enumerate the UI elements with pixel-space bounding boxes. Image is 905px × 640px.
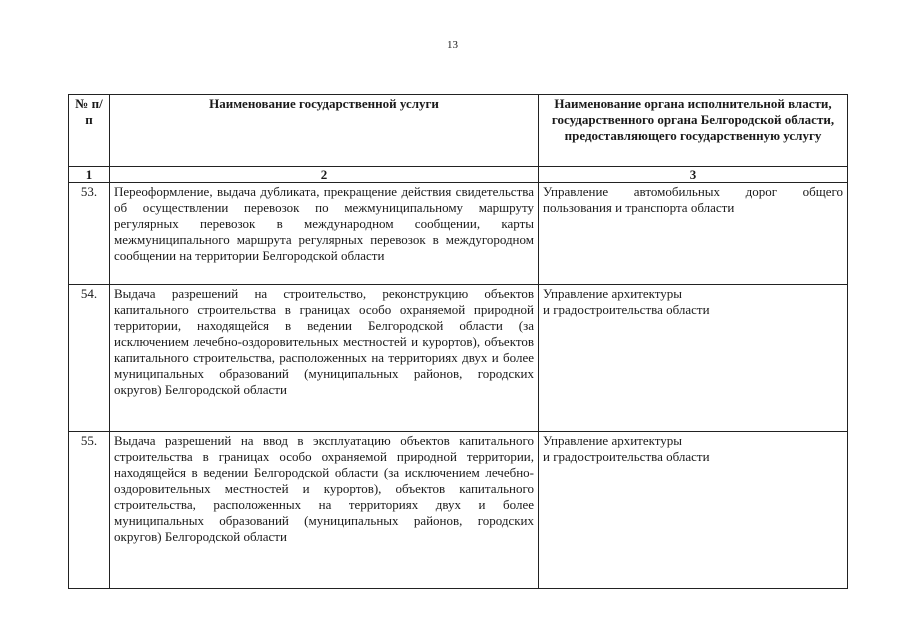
header-num: № п/п (69, 95, 110, 167)
authority-name: Управление автомобильных дорог общего пользования и транспорта области (539, 183, 848, 285)
table-row (69, 432, 848, 589)
service-name: Выдача разрешений на строительство, реконструкцию объектов капитального строительства в границах особо охраняемой природной территории, находящейся в ведении Белгородской области (за исключением лечебно-оздоровительных местностей и курортов), объектов капитального строительства, расположенных на территориях двух и более муниципальных образований (муниципальных районов, городских округов) Белгородской области (110, 285, 539, 432)
service-name: Переоформление, выдача дубликата, прекращение действия свидетельства об осуществлении перевозок по межмуниципальному маршруту регулярных перевозок в международном сообщении, карты межмуниципального маршрута регулярных перевозок в междугородном сообщении на территории Белгородской области (110, 183, 539, 285)
services-table (68, 94, 848, 589)
row-number: 53. (69, 183, 110, 285)
column-index: 2 (110, 167, 539, 183)
authority-name (539, 432, 848, 589)
table-row (69, 285, 848, 432)
table-row (69, 183, 848, 285)
authority-line: Управление архитектуры (543, 433, 683, 448)
authority-line: и градостроительства области (543, 449, 710, 464)
page-number: 13 (447, 39, 458, 51)
table-header-row (69, 95, 848, 167)
header-service: Наименование государственной услуги (110, 95, 539, 167)
column-index: 1 (69, 167, 110, 183)
service-name: Выдача разрешений на ввод в эксплуатацию объектов капитального строительства в границах особо охраняемой природной территории, находящейся в ведении Белгородской области (за исключением лечебно-оздоровительных местностей и курортов), объектов капитального строительства, расположенных на территориях двух и более муниципальных образований (муниципальных районов, городских округов) Белгородской области (110, 432, 539, 589)
column-index: 3 (539, 167, 848, 183)
authority-name (539, 285, 848, 432)
row-number: 54. (69, 285, 110, 432)
column-index-row (69, 167, 848, 183)
authority-line: Управление архитектуры (543, 286, 683, 301)
row-number: 55. (69, 432, 110, 589)
authority-line: и градостроительства области (543, 302, 710, 317)
header-authority: Наименование органа исполнительной власти, государственного органа Белгородской области, предоставляющего государственную услугу (539, 95, 848, 167)
